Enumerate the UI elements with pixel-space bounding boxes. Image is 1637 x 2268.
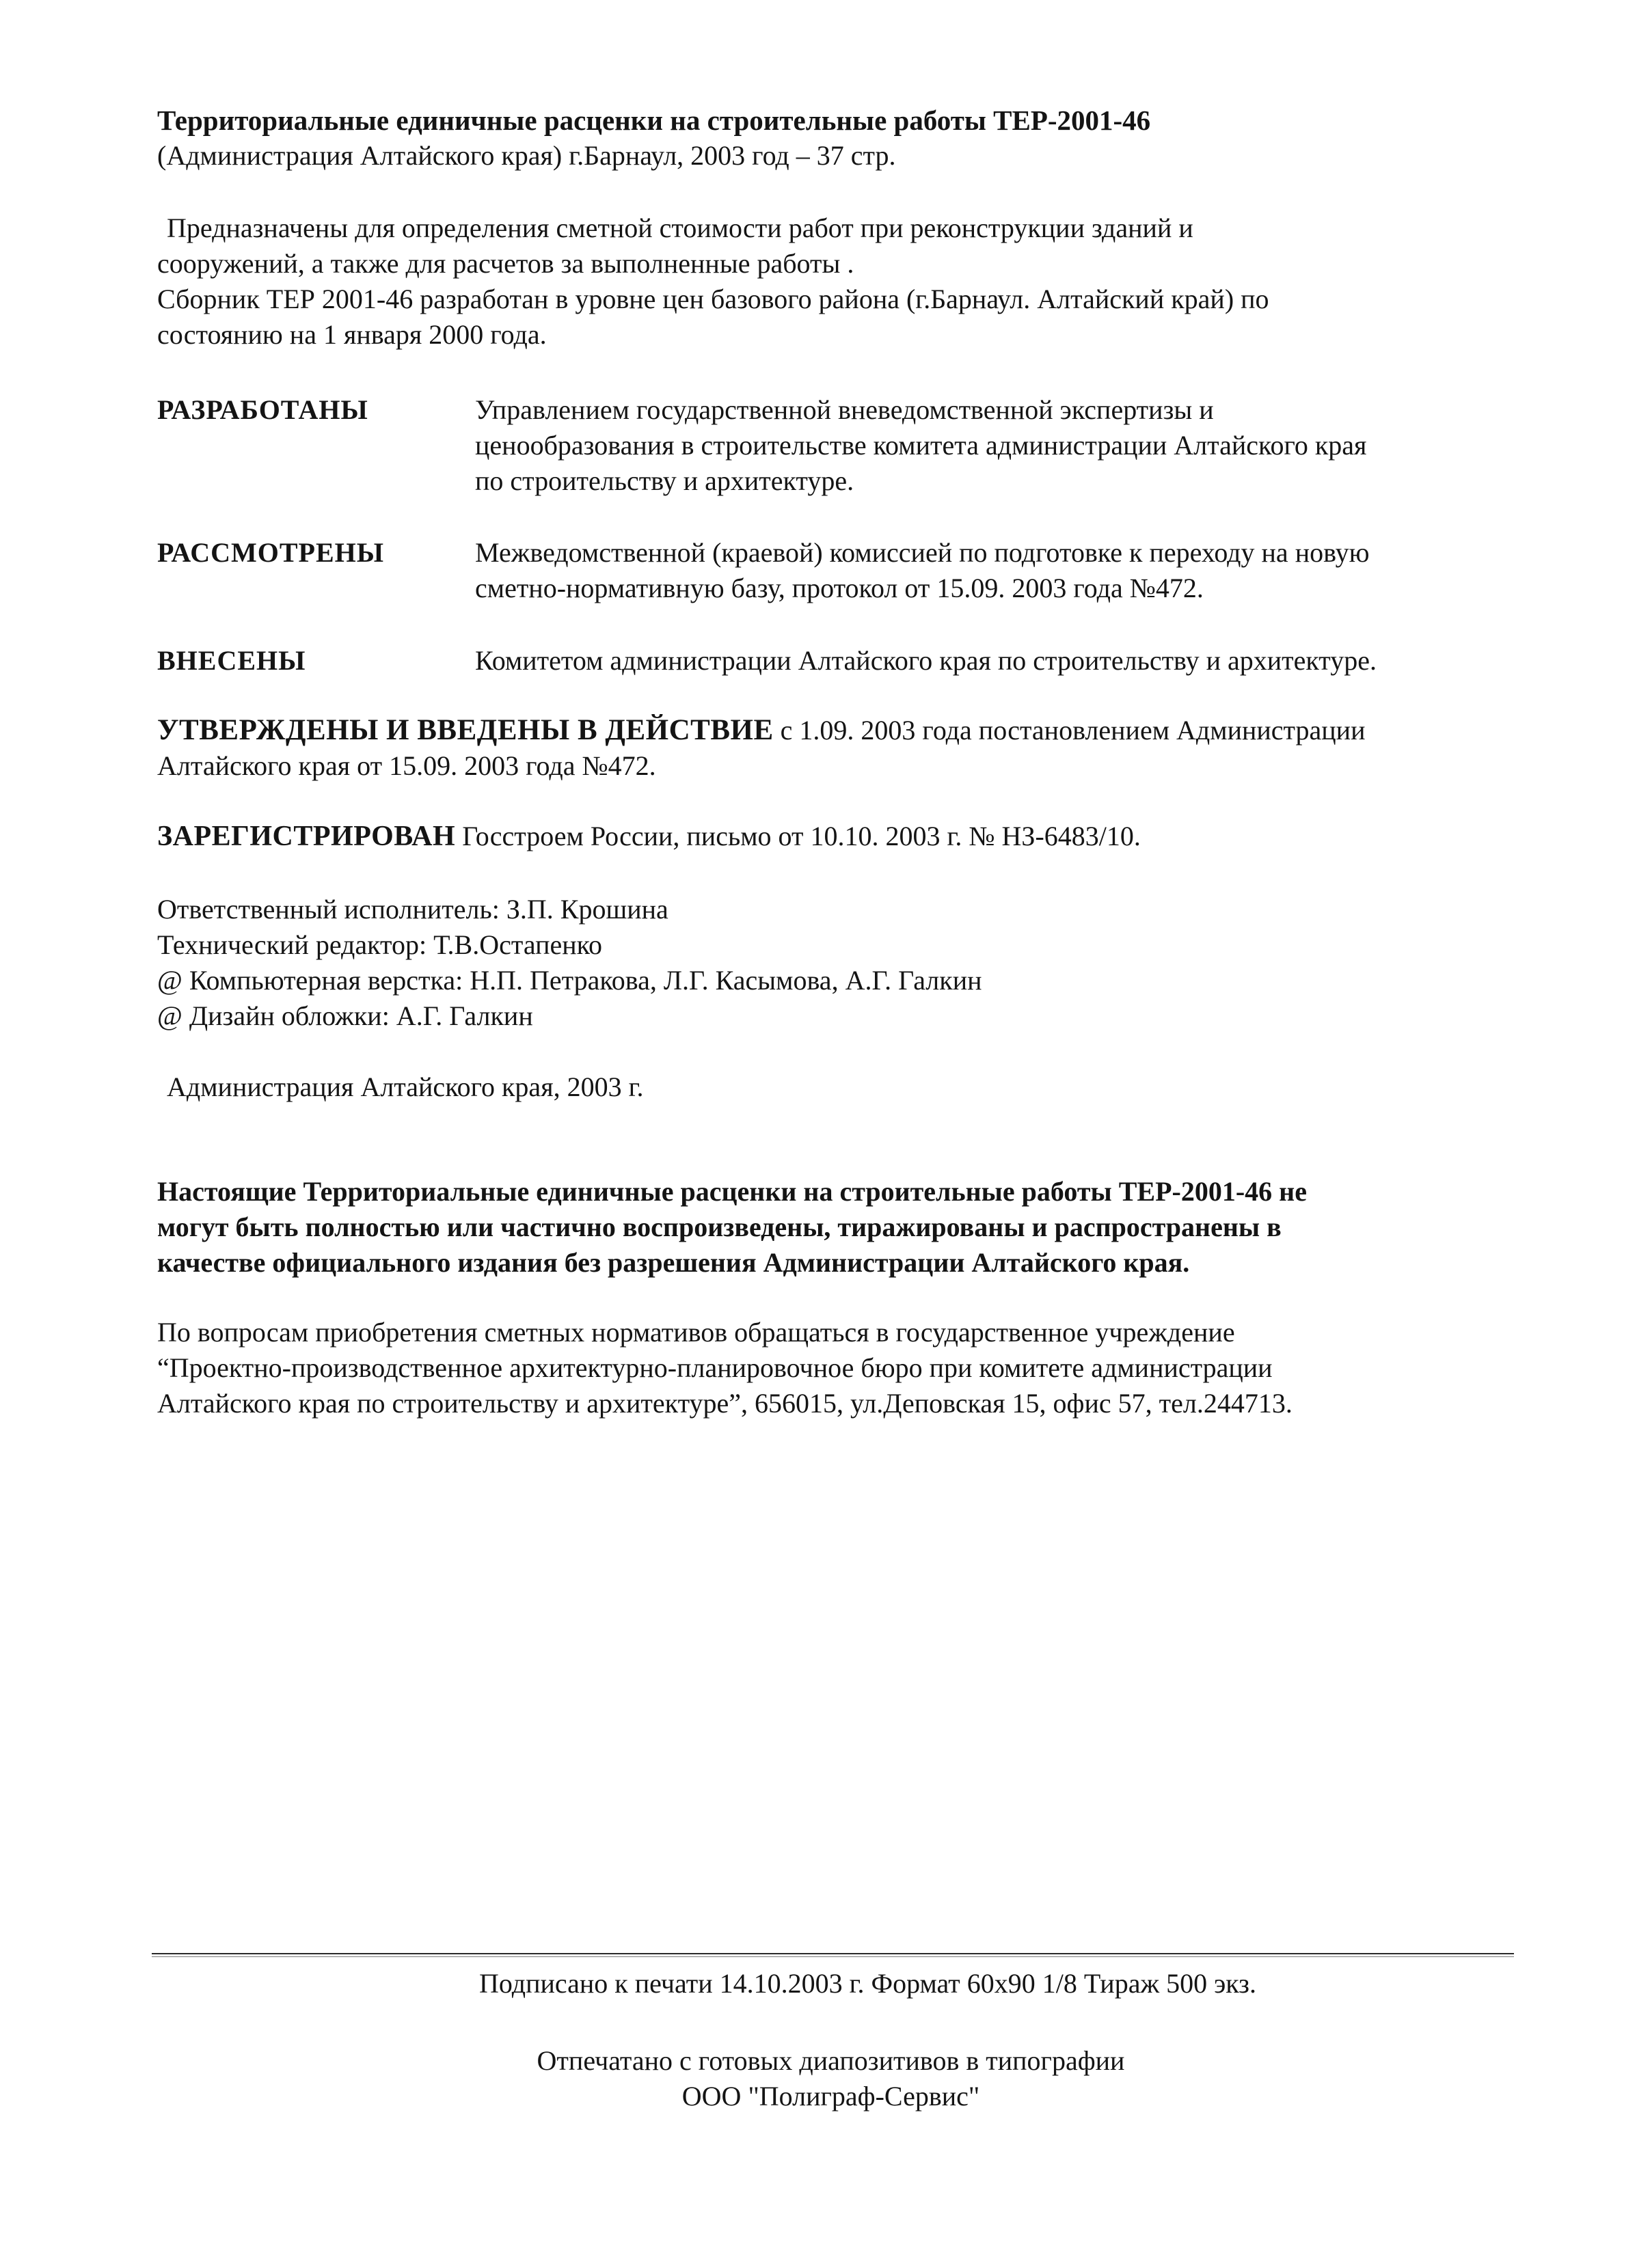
contact-paragraph bbox=[157, 1315, 1293, 1421]
document-header bbox=[157, 103, 1150, 174]
contact-line: “Проектно-производственное архитектурно-планировочное бюро при комитете администрации bbox=[157, 1352, 1273, 1383]
intro-line: сооружений, а также для расчетов за выполненные работы . bbox=[157, 248, 854, 279]
section-label: ВНЕСЕНЫ bbox=[157, 645, 306, 676]
intro-line: состоянию на 1 января 2000 года. bbox=[157, 319, 547, 350]
section-line: Комитетом администрации Алтайского края по строительству и архитектуре. bbox=[475, 645, 1377, 676]
section-text bbox=[475, 392, 1366, 499]
registered-paragraph bbox=[157, 819, 1141, 854]
credit-line: @ Дизайн обложки: А.Г. Галкин bbox=[157, 1000, 533, 1031]
intro-line: Предназначены для определения сметной стоимости работ при реконструкции зданий и bbox=[167, 213, 1193, 243]
credit-line: Технический редактор: Т.В.Остапенко bbox=[157, 929, 603, 960]
credits-list bbox=[157, 892, 982, 1034]
footer-divider bbox=[152, 1956, 1514, 1957]
credit-line: Ответственный исполнитель: З.П. Крошина bbox=[157, 894, 668, 925]
footer-divider bbox=[152, 1953, 1514, 1954]
copyright-line bbox=[167, 1069, 643, 1105]
admin-line: Администрация Алтайского края, 2003 г. bbox=[167, 1071, 644, 1102]
intro-line: Сборник ТЕР 2001-46 разработан в уровне цен базового района (г.Барнаул. Алтайский край) по bbox=[157, 284, 1269, 314]
printer-line: ООО "Полиграф-Сервис" bbox=[681, 2081, 980, 2112]
contact-line: Алтайского края по строительству и архитектуре”, 656015, ул.Деповская 15, офис 57, тел.244713. bbox=[157, 1388, 1293, 1419]
notice-line: качестве официального издания без разрешения Администрации Алтайского края. bbox=[157, 1247, 1190, 1278]
section-line: Управлением государственной вневедомственной экспертизы и bbox=[475, 394, 1214, 425]
print-info-line: Подписано к печати 14.10.2003 г. Формат 60х90 1/8 Тираж 500 экз. bbox=[479, 1968, 1256, 1999]
intro-paragraph bbox=[157, 210, 1269, 353]
printer-info bbox=[12, 2043, 1637, 2114]
approved-paragraph bbox=[157, 713, 1366, 784]
section-line: Межведомственной (краевой) комиссией по подготовке к переходу на новую bbox=[475, 537, 1370, 568]
approved-line: Алтайского края от 15.09. 2003 года №472. bbox=[157, 750, 656, 781]
contact-line: По вопросам приобретения сметных нормативов обращаться в государственное учреждение bbox=[157, 1317, 1235, 1348]
print-info bbox=[49, 1966, 1637, 2001]
document-title: Территориальные единичные расценки на строительные работы ТЕР-2001-46 bbox=[157, 105, 1151, 136]
registered-label: ЗАРЕГИСТРИРОВАН bbox=[157, 821, 456, 852]
notice-line: могут быть полностью или частично воспроизведены, тиражированы и распространены в bbox=[157, 1212, 1282, 1242]
section-label: РАССМОТРЕНЫ bbox=[157, 537, 385, 568]
credit-line: @ Компьютерная верстка: Н.П. Петракова, Л.Г. Касымова, А.Г. Галкин bbox=[157, 965, 982, 996]
notice-line: Настоящие Территориальные единичные расценки на строительные работы ТЕР-2001-46 не bbox=[157, 1176, 1307, 1207]
section-label: РАЗРАБОТАНЫ bbox=[157, 394, 368, 425]
section-line: сметно-нормативную базу, протокол от 15.09. 2003 года №472. bbox=[475, 573, 1204, 603]
registered-text: Госстроем России, письмо от 10.10. 2003 г. № НЗ-6483/10. bbox=[455, 821, 1141, 851]
document-subtitle: (Администрация Алтайского края) г.Барнаул, 2003 год – 37 стр. bbox=[157, 140, 896, 171]
registered-line bbox=[157, 819, 1141, 854]
section-text bbox=[475, 643, 1377, 679]
approved-line bbox=[157, 713, 1366, 748]
section-text bbox=[475, 535, 1370, 606]
section-line: ценообразования в строительстве комитета администрации Алтайского края bbox=[475, 430, 1367, 461]
legal-notice bbox=[157, 1174, 1307, 1281]
section-line: по строительству и архитектуре. bbox=[475, 465, 854, 496]
printer-line: Отпечатано с готовых диапозитивов в типографии bbox=[537, 2045, 1125, 2076]
approved-label: УТВЕРЖДЕНЫ И ВВЕДЕНЫ В ДЕЙСТВИЕ bbox=[157, 714, 774, 746]
approved-text: с 1.09. 2003 года постановлением Администрации bbox=[773, 715, 1366, 746]
